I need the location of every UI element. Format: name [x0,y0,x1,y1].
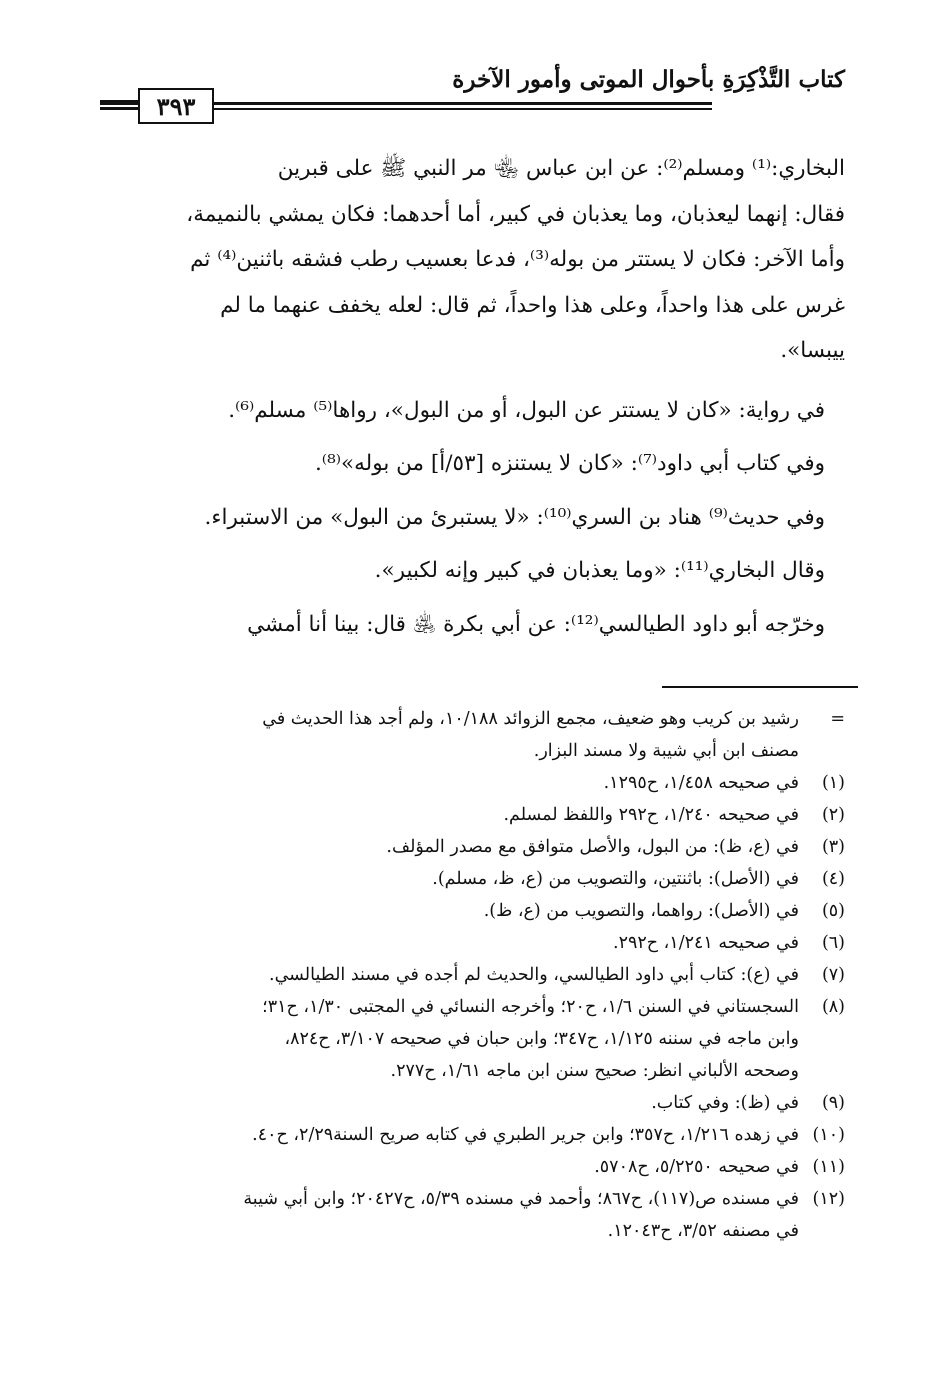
page-number: ٣٩٣ [138,88,214,124]
footnote-line: رشيد بن كريب وهو ضعيف، مجمع الزوائد ١٠/١٨٨، ولم أجد هذا الحديث في [262,709,799,729]
footnote-line: في صحيحه ١/٢٤١، ح٢٩٢. [613,933,799,953]
footnote-number: (٧) [821,965,845,985]
footnote [100,831,845,863]
footnote-line: في (ع، ظ): من البول، والأصل متوافق مع مصدر المؤلف. [386,837,799,857]
running-title: كتاب التَّذْكِرَةِ بأحوال الموتى وأمور الآخرة [452,66,845,93]
text-line: فقال: إنهما ليعذبان، وما يعذبان في كبير، أما أحدهما: فكان يمشي بالنميمة، [186,201,845,227]
main-text [100,146,845,647]
footnote [100,991,845,1087]
footnote-line: في صحيحه ٥/٢٢٥٠، ح٥٧٠٨. [594,1157,799,1177]
footnote-line: السجستاني في السنن ١/٦، ح٢٠؛ وأخرجه النسائي في المجتبى ١/٣٠، ح٣١؛ [262,997,799,1017]
text-line: وخرّجه أبو داود الطيالسي⁽¹²⁾: عن أبي بكرة ﵁ قال: بينا أنا أمشي [247,611,825,637]
footnote-line: في (ع): كتاب أبي داود الطيالسي، والحديث لم أجده في مسند الطيالسي. [269,965,799,985]
footnote-number: (٢) [821,805,845,825]
footnote-line: في صحيحه ١/٤٥٨، ح١٢٩٥. [603,773,799,793]
header-rule-left-bottom [100,107,140,109]
footnote [100,799,845,831]
footnote-number: (٨) [821,997,845,1017]
text-line: وأما الآخر: فكان لا يستتر من بوله⁽³⁾، فدعا بعسيب رطب فشقه باثنين⁽⁴⁾ ثم [190,247,845,272]
footnote [100,863,845,895]
paragraph-hadith [100,146,845,374]
footnote [100,1087,845,1119]
footnote-line: وصححه الألباني انظر: صحيح سنن ابن ماجه ١/٦١، ح٢٧٧. [390,1061,799,1081]
footnote [100,703,845,767]
footnote-number: (٥) [821,901,845,921]
text-line: ييبسا». [780,338,845,363]
footnote-line: في (الأصل): رواهما، والتصويب من (ع، ظ). [483,901,799,921]
footnote [100,1119,845,1151]
footnotes [100,703,845,1247]
text-line: غرس على هذا واحداً، وعلى هذا واحداً، ثم قال: لعله يخفف عنهما ما لم [220,292,845,318]
footnote-number: (١) [821,773,845,793]
text-line: وفي حديث⁽⁹⁾ هناد بن السري⁽¹⁰⁾: «لا يستبرئ من البول» من الاستبراء. [204,504,825,530]
paragraph-variants [100,388,845,648]
footnote-number: (٣) [821,837,845,857]
text-line: وقال البخاري⁽¹¹⁾: «وما يعذبان في كبير وإنه لكبير». [374,558,825,583]
footnote-line: في زهده ١/٢١٦، ح٣٥٧؛ وابن جرير الطبري في كتابه صريح السنة٢/٢٩، ح٤٠. [252,1125,799,1145]
text-line: البخاري:⁽¹⁾ ومسلم⁽²⁾: عن ابن عباس ﵄ مر النبي ﷺ على قبرين [277,156,845,181]
footnote-number: (١١) [812,1157,845,1177]
footnote [100,1151,845,1183]
footnote [100,927,845,959]
footnote-line: وابن ماجه في سننه ١/١٢٥، ح٣٤٧؛ وابن حبان في صحيحه ٣/١٠٧، ح٨٢٤، [284,1029,799,1049]
footnote [100,959,845,991]
footnote [100,1183,845,1247]
footnote-line: في صحيحه ١/٢٤٠، ح٢٩٢ واللفظ لمسلم. [503,805,799,825]
footnote-number: (١٢) [812,1189,845,1209]
footnote-number: (٩) [821,1093,845,1113]
footnote-line: في (الأصل): باثنتين، والتصويب من (ع، ظ، مسلم). [432,869,799,889]
footnote-number: (١٠) [812,1125,845,1145]
footnote-separator [662,686,858,688]
footnote-line: في مسنده ص(١١٧)، ح٨٦٧؛ وأحمد في مسنده ٥/٣٩، ح٢٠٤٢٧؛ وابن أبي شيبة [243,1189,799,1209]
footnote [100,895,845,927]
text-line: وفي كتاب أبي داود⁽⁷⁾: «كان لا يستنزه [٥٣/أ] من بوله»⁽⁸⁾. [314,451,825,476]
footnote-line: مصنف ابن أبي شيبة ولا مسند البزار. [533,741,799,761]
header-rule-left-top [100,100,140,102]
footnote-number: = [830,709,845,729]
footnote [100,767,845,799]
footnote-line: في مصنفه ٣/٥٢، ح١٢٠٤٣. [607,1221,799,1241]
footnote-line: في (ظ): وفي كتاب. [651,1093,799,1113]
footnote-number: (٦) [821,933,845,953]
footnote-number: (٤) [821,869,845,889]
text-line: في رواية: «كان لا يستتر عن البول، أو من البول»، رواها⁽⁵⁾ مسلم⁽⁶⁾. [228,397,825,423]
